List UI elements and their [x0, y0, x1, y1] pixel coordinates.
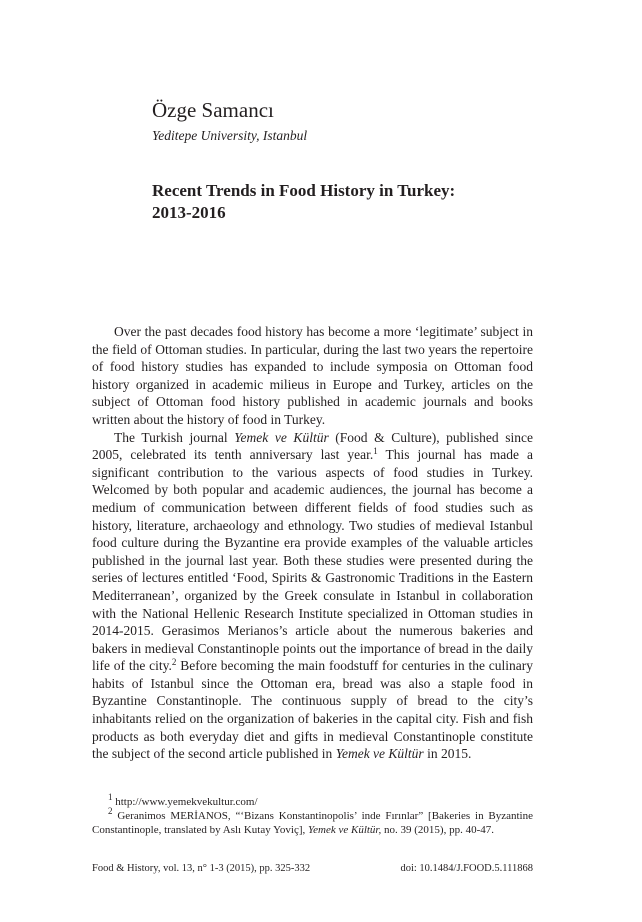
journal-title-2: Yemek ve Kültür	[335, 746, 424, 762]
article-header	[152, 98, 552, 224]
footnote-ref-2: 2	[171, 657, 177, 668]
author-affiliation: Yeditepe University, Istanbul	[152, 128, 308, 143]
footnotes	[92, 792, 533, 837]
footnote-2	[92, 806, 533, 837]
article-title	[152, 180, 552, 224]
footnote-1-number: 1	[108, 792, 113, 802]
footnote-2-number: 2	[108, 806, 113, 816]
footnote-1	[92, 792, 533, 809]
journal-title: Yemek ve Kültür	[234, 429, 329, 445]
p2-text-b: (Food & Culture), published since 2005, celebrated its tenth anniversary last year.	[92, 429, 533, 463]
footnote-2-text-b: no. 39 (2015), pp. 40-47.	[381, 824, 494, 836]
title-line-1: Recent Trends in Food History in Turkey:	[152, 181, 456, 200]
p2-text-c: This journal has made a significant contribution to the various aspects of food studies in Turkey. Welcomed by both popular and academic audiences, the journal has become a medium of communication between different fields of food studies such as history, literature, archaeology and ethnology. Two studies of medieval Istanbul food culture during the Byzantine era provide examples of the valuable articles published in the journal last year. Both these studies were presented during the series of lectures entitled ‘Food, Spirits & Gastronomic Traditions in the Eastern Mediterranean’, organized by the Greek consulate in Istanbul in collaboration with the National Hellenic Research Institute specialized in Ottoman studies in 2014-2015. Gerasimos Merianos’s article about the numerous bakeries and bakers in medieval Constantinople points out the importance of bread in the daily life of the city.	[92, 447, 533, 674]
author-name: Özge Samancı	[152, 98, 274, 122]
footnote-2-journal: Yemek ve Kültür,	[308, 824, 382, 836]
paragraph-2	[92, 429, 533, 763]
footnote-2-text-a: Geranimos MERİANOS, “‘Bizans Konstantinopolis’ inde Fırınlar” [Bakeries in Byzantine Constantinople, translated by Aslı Kutay Yoviç],	[92, 810, 533, 836]
article-body	[92, 323, 533, 763]
footnote-ref-1: 1	[373, 446, 378, 457]
p2-text-e: in 2015.	[423, 746, 472, 762]
citation-info: Food & History, vol. 13, n° 1-3 (2015), pp. 325-332	[92, 863, 311, 874]
doi: doi: 10.1484/J.FOOD.5.111868	[400, 863, 533, 874]
p2-text-a: The Turkish journal	[114, 429, 235, 445]
paragraph-1: Over the past decades food history has become a more ‘legitimate’ subject in the field of Ottoman studies. In particular, during the last two years the repertoire of food history studies has expanded to include symposia on Ottoman food history organized in academic milieus in Europe and Turkey, articles on the subject of Ottoman food history published in academic journals and books written about the history of food in Turkey.	[92, 324, 533, 427]
footnote-1-text: http://www.yemekvekultur.com/	[112, 796, 258, 808]
p2-text-d: Before becoming the main foodstuff for centuries in the culinary habits of Istanbul since the Ottoman era, bread was also a staple food in Byzantine Constantinople. The continuous supply of bread to the city’s inhabitants relied on the organization of bakeries in the capital city. Fish and fish products as both everyday diet and gifts in medieval Constantinople constitute the subject of the second article published in	[92, 658, 533, 762]
title-line-2: 2013-2016	[152, 203, 226, 222]
